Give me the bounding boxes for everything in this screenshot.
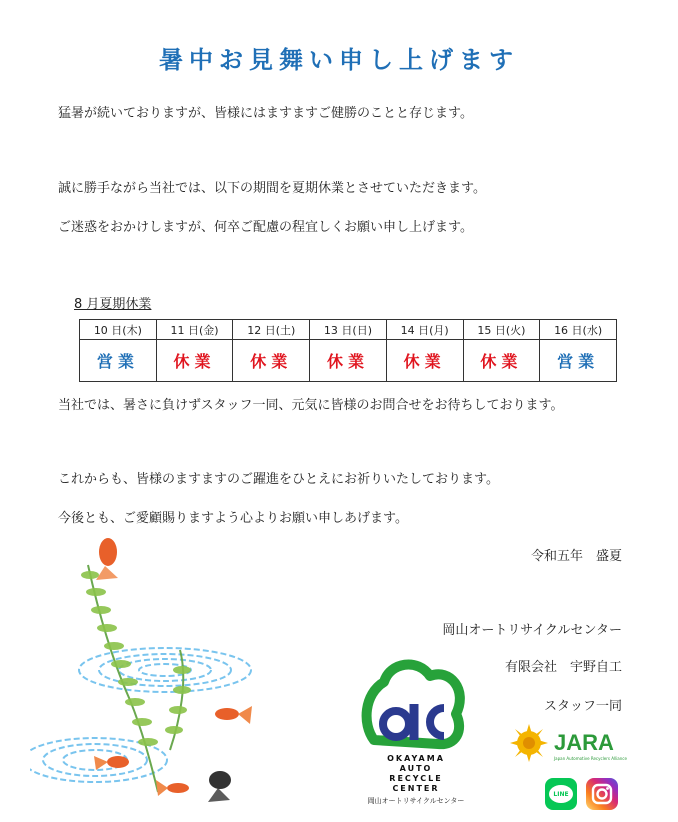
patronage-line: 今後とも、ご愛顧賜りますよう心よりお願い申しあげます。 bbox=[58, 511, 408, 526]
date-line: 令和五年 盛夏 bbox=[530, 549, 622, 564]
schedule-caption: 8 月夏期休業 bbox=[74, 297, 152, 312]
company-name: 岡山オートリサイクルセンター bbox=[442, 623, 622, 638]
day-date: 10 日(木) bbox=[80, 320, 157, 340]
okayama-auto-recycle-center-logo bbox=[360, 654, 472, 804]
line-icon-label: LINE bbox=[549, 785, 573, 803]
staff-message-line: 当社では、暑さに負けずスタッフ一同、元気に皆様のお問合せをお待ちしております。 bbox=[58, 398, 564, 413]
staff-sign-off: スタッフ一同 bbox=[543, 699, 622, 714]
goldfish-pond-illustration bbox=[30, 530, 260, 822]
day-date: 11 日(金) bbox=[156, 320, 233, 340]
oarc-logo-line: OKAYAMA bbox=[387, 754, 445, 763]
closure-notice-line: 誠に勝手ながら当社では、以下の期間を夏期休業とさせていただきます。 bbox=[58, 181, 486, 196]
day-status-closed: 休業 bbox=[310, 340, 387, 382]
day-status-closed: 休業 bbox=[233, 340, 310, 382]
day-date: 15 日(火) bbox=[463, 320, 540, 340]
day-date: 13 日(日) bbox=[310, 320, 387, 340]
jara-logo-subtitle: Japan Automotive Recyclers Alliance bbox=[554, 756, 627, 761]
oarc-logo-line: RECYCLE bbox=[389, 774, 443, 783]
day-status-open: 営業 bbox=[80, 340, 157, 382]
oarc-logo-subtitle: 岡山オートリサイクルセンター bbox=[367, 797, 465, 805]
company-legal-name: 有限会社 宇野自工 bbox=[504, 660, 622, 675]
day-status-closed: 休業 bbox=[386, 340, 463, 382]
water-ripple bbox=[79, 648, 251, 692]
oarc-emblem-icon bbox=[360, 654, 472, 750]
goldfish-icon bbox=[96, 538, 118, 580]
oarc-logo-line: AUTO bbox=[399, 764, 433, 773]
instagram-camera-glyph bbox=[586, 778, 618, 810]
day-status-closed: 休業 bbox=[156, 340, 233, 382]
wishes-line: これからも、皆様のますますのご躍進をひとえにお祈りいたしております。 bbox=[58, 472, 499, 487]
day-date: 12 日(土) bbox=[233, 320, 310, 340]
black-goldfish-icon bbox=[208, 771, 231, 802]
line-icon[interactable] bbox=[545, 778, 577, 810]
oarc-logo-text bbox=[360, 754, 472, 794]
water-weed bbox=[88, 565, 183, 792]
holiday-schedule-table bbox=[79, 319, 617, 382]
day-date: 14 日(月) bbox=[386, 320, 463, 340]
jara-logo bbox=[508, 722, 626, 768]
day-date: 16 日(水) bbox=[540, 320, 617, 340]
greeting-line: 猛暑が続いておりますが、皆様にはますますご健勝のことと存じます。 bbox=[58, 106, 473, 121]
instagram-icon[interactable] bbox=[586, 778, 618, 810]
day-status-closed: 休業 bbox=[463, 340, 540, 382]
apology-line: ご迷惑をおかけしますが、何卒ご配慮の程宜しくお願い申し上げます。 bbox=[58, 220, 473, 235]
day-status-open: 営業 bbox=[540, 340, 617, 382]
page-title: 暑中お見舞い申し上げます bbox=[159, 45, 519, 74]
oarc-logo-line: CENTER bbox=[392, 784, 440, 793]
jara-logo-text: JARA bbox=[554, 730, 614, 755]
sunflower-icon bbox=[508, 722, 550, 764]
